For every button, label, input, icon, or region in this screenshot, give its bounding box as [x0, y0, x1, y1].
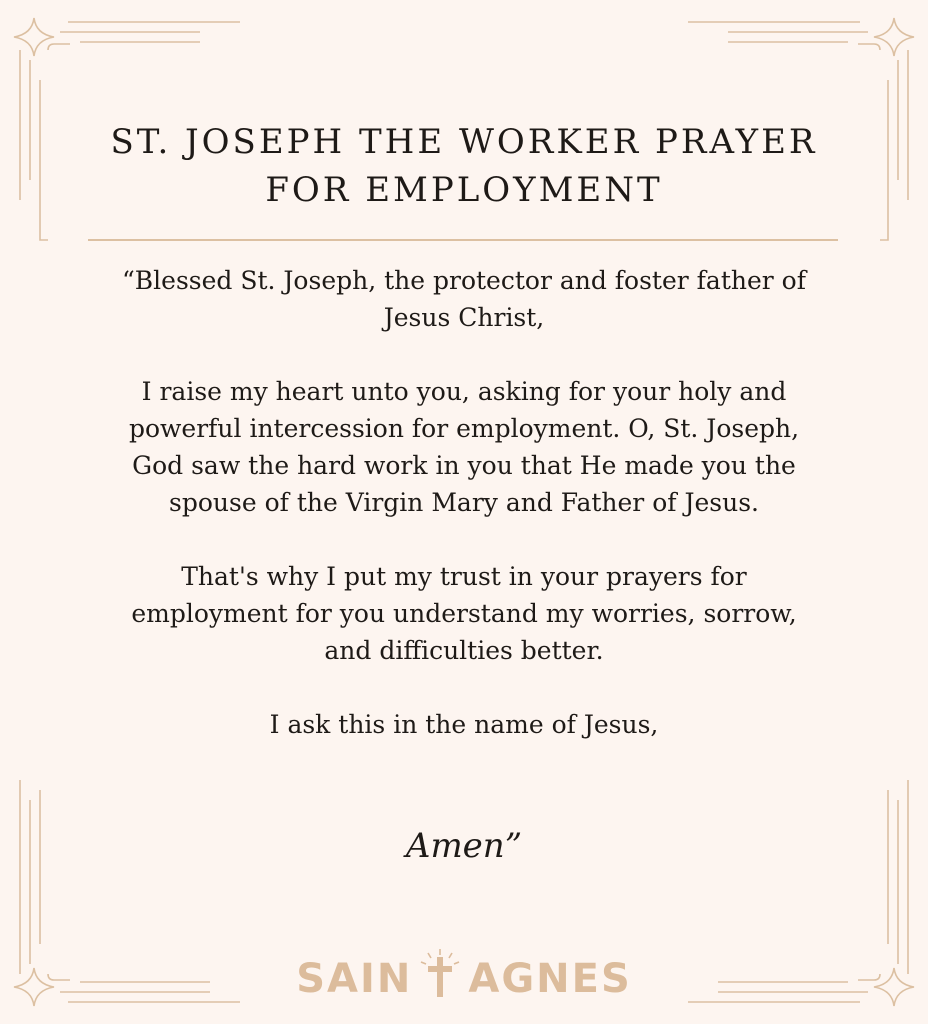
logo-text-left: SAIN: [296, 956, 413, 1002]
prayer-paragraph: [70, 262, 858, 336]
prayer-line: “Blessed St. Joseph, the protector and foster father of: [122, 266, 806, 295]
prayer-line: I raise my heart unto you, asking for your holy and: [141, 377, 787, 406]
prayer-closing: Amen”: [405, 826, 523, 866]
prayer-line: That's why I put my trust in your prayers for: [181, 562, 747, 591]
prayer-line: I ask this in the name of Jesus,: [269, 710, 659, 739]
prayer-paragraph: [70, 706, 858, 743]
prayer-paragraph: [70, 558, 858, 669]
prayer-title: [40, 118, 888, 214]
prayer-line: Jesus Christ,: [383, 303, 545, 332]
prayer-line: God saw the hard work in you that He made you the: [132, 451, 796, 480]
prayer-line: and difficulties better.: [324, 636, 604, 665]
title-line: ST. JOSEPH THE WORKER PRAYER: [110, 122, 818, 162]
prayer-body: [70, 262, 858, 780]
prayer-paragraph: [70, 373, 858, 521]
prayer-line: spouse of the Virgin Mary and Father of Jesus.: [169, 488, 759, 517]
title-divider: [88, 239, 838, 241]
logo-text-right: AGNES: [468, 956, 632, 1002]
prayer-line: employment for you understand my worries, sorrow,: [131, 599, 797, 628]
prayer-line: powerful intercession for employment. O, St. Joseph,: [128, 414, 800, 443]
cross-icon: [418, 947, 462, 1011]
title-line: FOR EMPLOYMENT: [265, 170, 663, 210]
saint-agnes-logo: [0, 944, 928, 1014]
